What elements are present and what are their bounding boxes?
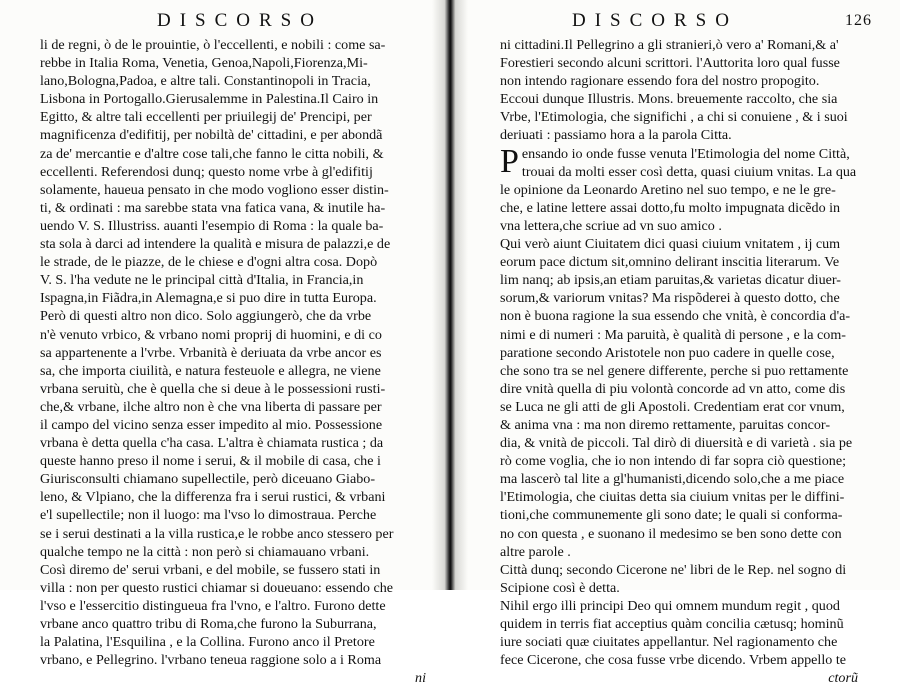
- text-line: Eccoui dunque Illustris. Mons. breuemente raccolto, che sia: [500, 91, 838, 108]
- page-number: 126: [845, 12, 872, 29]
- text-line: non è buona ragione la sua essendo che vnità, è concordia d'a-: [500, 308, 851, 325]
- text-line: sta sola à darci ad intendere la qualità e misura de palazzi,e de: [40, 236, 391, 253]
- text-line: vrbana seruitù, che è quella che si deue à le possessioni rusti-: [40, 380, 386, 397]
- text-line: altre parole .: [500, 543, 571, 560]
- text-line: queste hanno preso il nome i serui, & il mobile di casa, che i: [40, 453, 381, 470]
- text-line: Vrbe, l'Etimologia, che significhi , a chi si conuiene , & i suoi: [500, 109, 848, 126]
- text-line: le strade, de le piazze, de le chiese e d'ogni altra cosa. Dopò: [40, 254, 378, 271]
- text-line: trouai da molti esser così detta, quasi ciuium vnitas. La qua: [521, 163, 857, 180]
- text-line: l'vso e l'essercitio distingueua fra l'vno, e l'altro. Furono dette: [40, 597, 386, 614]
- text-line: paratione secondo Aristotele non puo cadere in quelle cose,: [500, 344, 835, 361]
- text-line: dire vnità quella di piu volontà concorde ad vn atto, come dis: [500, 380, 846, 397]
- text-line: se Luca ne gli atti de gli Apostoli. Credentiam erat cor vnum,: [500, 398, 845, 415]
- text-line: e'l supellectile; non il luogo: ma l'vso lo dimostraua. Perche: [40, 507, 377, 524]
- text-line: Scipione così è detta.: [500, 579, 620, 596]
- text-line: n'è venuto vrbico, & vrbano nomi proprij di huomini, e di co: [40, 326, 382, 343]
- catchword-left: ni: [415, 670, 426, 687]
- right-page-text-rest: [500, 181, 872, 670]
- text-line: le opinione da Leonardo Aretino nel suo tempo, e ne le gre-: [500, 181, 836, 198]
- text-line: sa appartenente a l'vrbe. Vrbanità è deriuata da vrbe ancor es: [40, 344, 382, 361]
- text-line: Città dunq; secondo Cicerone ne' libri de le Rep. nel sogno di: [500, 561, 847, 578]
- text-line: uendo V. S. Illustriss. auanti l'esempio di Roma : la quale ba-: [40, 217, 384, 234]
- paragraph-citta: [500, 142, 872, 181]
- text-line: Giurisconsulti chiamano supellectile, però diceuano Giabo-: [40, 471, 376, 488]
- text-line: Lisbona in Portogallo.Gierusalemme in Palestina.Il Cairo in: [40, 91, 379, 108]
- text-line: vrbane anco quattro tribu di Roma,che furono la Suburrana,: [40, 616, 377, 632]
- text-line: magnificenza d'edifitij, per nobiltà de' cittadini, e per abondã: [40, 127, 383, 144]
- text-line: deriuati : passiamo hora a la parola Citta.: [500, 127, 732, 144]
- running-head-right: [500, 8, 872, 34]
- text-line: ni cittadini.Il Pellegrino a gli stranieri,ò vero a' Romani,& a': [500, 37, 839, 53]
- text-line: & anima vna : ma non diremo rettamente, paruitas concor-: [500, 416, 831, 433]
- text-line: iure sociati quæ ciuitates appellantur. Nel ragionamento che: [500, 634, 838, 651]
- text-line: Però di questi altro non dico. Solo aggiungerò, che da vrbe: [40, 308, 372, 325]
- text-line: non intendo ragionare essendo fora del nostro propogito.: [500, 73, 820, 90]
- text-line: tioni,che communemente gli sono date; le quali si conforma-: [500, 507, 843, 524]
- text-line: la Palatina, l'Esquilina , e la Collina. Furono anco il Pretore: [40, 634, 375, 651]
- text-line: Nihil ergo illi principi Deo qui omnem mundum regit , quod: [500, 597, 840, 614]
- text-line: leno, & Vlpiano, che la differenza fra i serui rustici, & vrbani: [40, 489, 386, 506]
- text-line: eccellenti. Referendosi dunq; questo nome vrbe à gl'edifitij: [40, 163, 373, 180]
- text-line: ensando io onde fusse venuta l'Etimologia del nome Città,: [521, 145, 850, 162]
- text-line: che sono tra se nel genere differente, perche si puo rettamente: [500, 362, 849, 379]
- text-line: fece Cicerone, che cosa fusse vrbe dicendo. Vrbem appello te: [500, 652, 846, 669]
- text-line: che,& vrbane, ilche altro non è che vna liberta di passare per: [40, 398, 382, 415]
- text-line: za de' mercantie e d'altre cose tali,che fanno le citta nobili, &: [40, 145, 384, 162]
- text-line: sa, che importa ciuilità, e natura festeuole e allegra, ne viene: [40, 362, 381, 379]
- text-line: Egitto, & altre tali eccellenti per priuilegij de' Prencipi, per: [40, 109, 372, 126]
- text-line: il campo del vicino senza esser impedito al mio. Possessione: [40, 416, 383, 433]
- text-line: sorum,& variorum vnitas? Ma rispõderei à questo dotto, che: [500, 290, 840, 307]
- text-line: V. S. l'ha vedute ne le principal città d'Italia, in Francia,in: [40, 272, 364, 289]
- text-line: dia, & vnità de piccoli. Tal dirò di diuersità e di varietà . sia pe: [500, 435, 853, 452]
- text-line: ti, & ordinati : ma sarebbe stata vna fatica vana, & inutile ha-: [40, 199, 386, 216]
- text-line: l'Etimologia, che ciuitas detta sia ciuium vnitas per le diffini-: [500, 489, 845, 506]
- text-line: se i serui destinati a la villa rustica,e le robbe anco stessero per: [40, 525, 394, 542]
- text-line: Così diremo de' serui vrbani, e del mobile, se fussero stati in: [40, 561, 381, 578]
- running-head-right-text: DISCORSO: [572, 10, 738, 31]
- right-page-text-top: [500, 36, 872, 145]
- text-line: vrbano, e Pellegrino. l'vrbano teneua raggione solo a i Roma: [40, 652, 382, 669]
- text-line: nimi e di numeri : Ma paruità, è qualità di persone , e la com-: [500, 326, 846, 343]
- text-line: Ispagna,in Fiãdra,in Alemagna,e si puo dire in tutta Europa.: [40, 290, 377, 307]
- text-line: Qui verò aiunt Ciuitatem dici quasi ciuium vnitatem , ij cum: [500, 236, 841, 253]
- text-line: vna lettera,che scriue ad vn suo amico .: [500, 217, 722, 234]
- text-line: ma lascerò tal lite a gl'humanisti,dicendo solo,che a me piace: [500, 471, 845, 488]
- left-page-text: [40, 36, 440, 669]
- text-line: qualche tempo ne la città : non però si chiamauano vrbani.: [40, 543, 370, 560]
- text-line: no con questa , e suonano il medesimo se ben sono dette con: [500, 525, 842, 542]
- text-line: solamente, haueua pensato in che modo vogliono esser distin-: [40, 181, 389, 198]
- text-line: Forestieri secondo alcuni scrittori. l'Auttorita loro qual fusse: [500, 55, 840, 72]
- text-line: rò come voglia, che io non intendo di far sopra ciò questione;: [500, 453, 846, 470]
- text-line: rebbe in Italia Roma, Venetia, Genoa,Napoli,Fiorenza,Mi-: [40, 55, 368, 72]
- text-line: quidem in terris fiat acceptius quàm concilia cætusq; hominũ: [500, 616, 844, 632]
- catchword-right: ctorũ: [828, 670, 858, 687]
- running-head-left: DISCORSO: [157, 10, 323, 31]
- text-line: lano,Bologna,Padoa, e altre tali. Constantinopoli in Tracia,: [40, 73, 371, 90]
- drop-cap: P: [500, 142, 519, 180]
- text-line: villa : non per questo rustici chiamar si doueuano: essendo che: [40, 579, 394, 596]
- text-line: lim nanq; ab ipsis,an etiam paruitas,& varietas dicatur diuer-: [500, 272, 841, 289]
- text-line: che, e latine lettere assai dotto,fu molto impugnata dicẽdo in: [500, 199, 841, 216]
- right-page: [450, 0, 900, 687]
- text-line: li de regni, ò de le prouintie, ò l'eccellenti, e nobili : come sa-: [40, 37, 386, 53]
- text-line: eorum pace dictum sit,omnino delirant inscitia literarum. Ve: [500, 254, 840, 271]
- text-line: vrbana è detta quella c'ha casa. L'altra è chiamata rustica ; da: [40, 435, 384, 452]
